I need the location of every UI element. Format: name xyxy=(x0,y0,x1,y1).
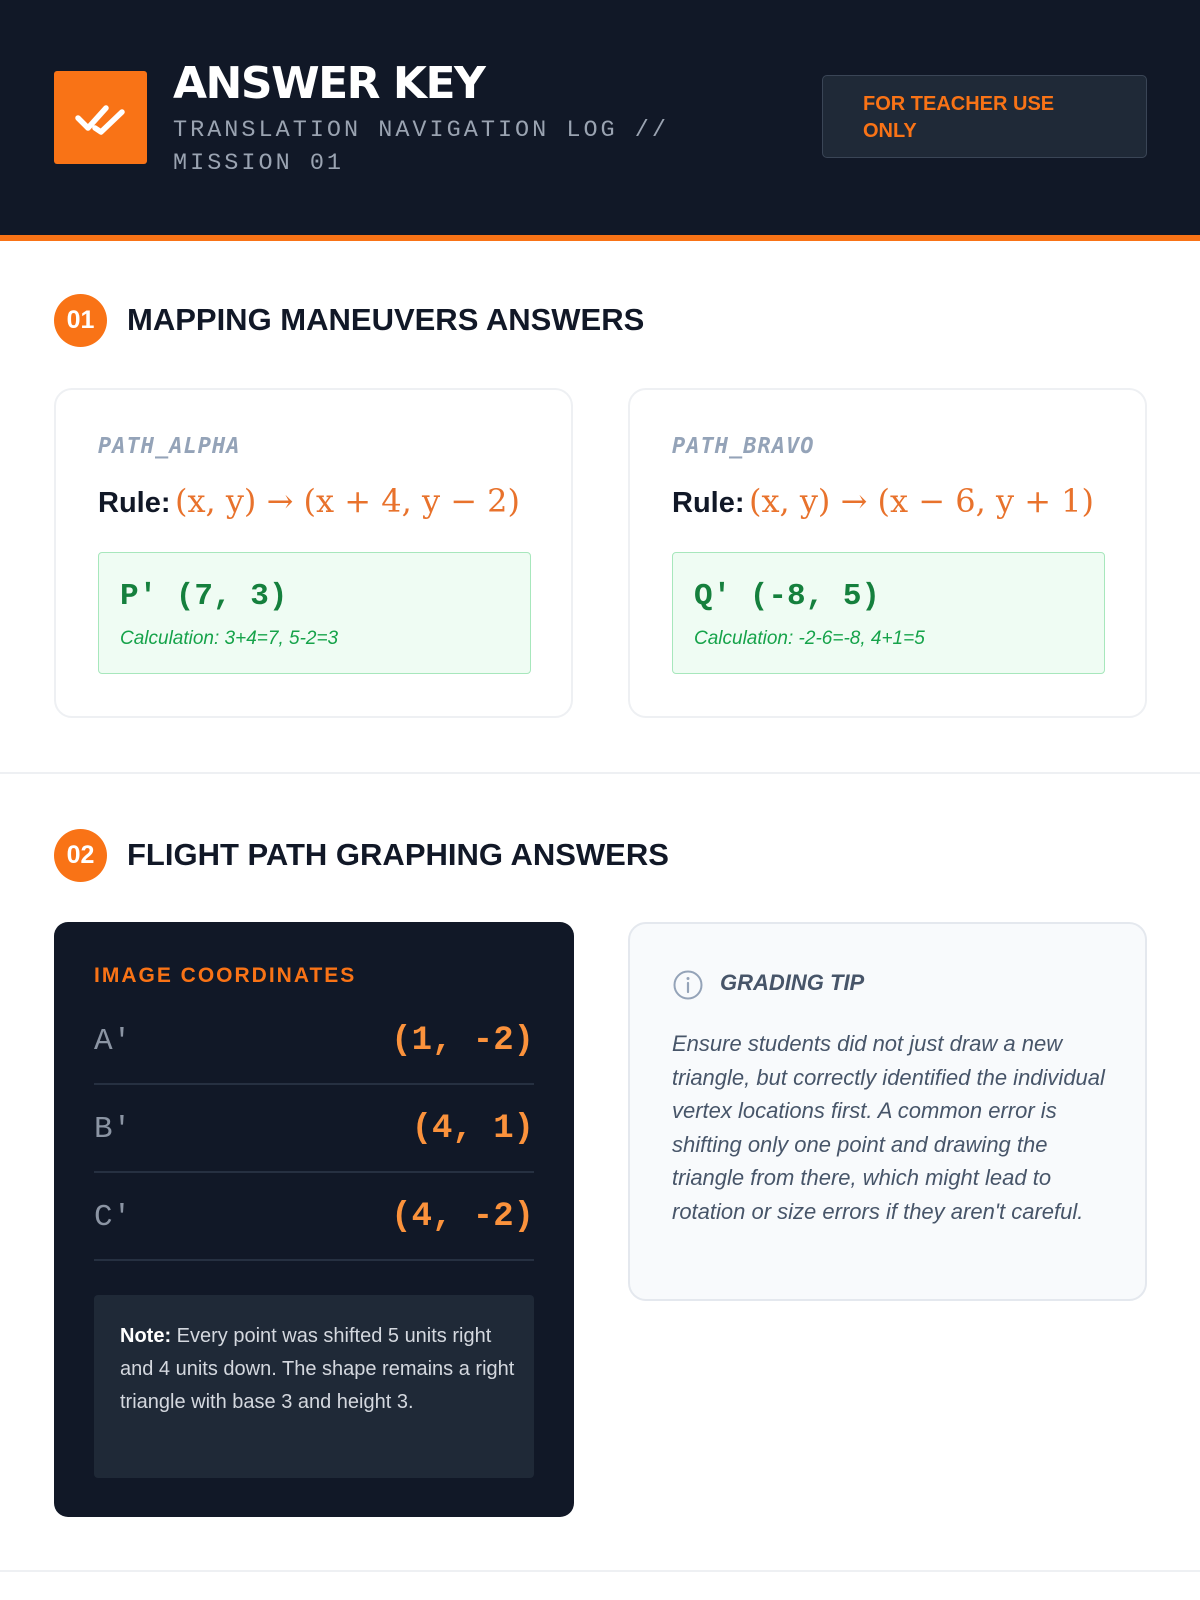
answer-point: P' (7, 3) xyxy=(120,579,288,614)
rule-line xyxy=(672,482,1094,520)
coordinate-row xyxy=(94,1085,534,1173)
note-text xyxy=(120,1320,515,1419)
answer-point: Q' (-8, 5) xyxy=(694,579,881,614)
bottom-divider xyxy=(0,1570,1200,1572)
vertex-name: A' xyxy=(94,1024,132,1059)
teacher-only-label: FOR TEACHER USE ONLY xyxy=(863,93,1055,142)
coordinates-label: IMAGE COORDINATES xyxy=(94,964,357,987)
vertex-name: C' xyxy=(94,1200,132,1235)
note-label: Note: xyxy=(120,1325,172,1347)
section-title-mapping: MAPPING MANEUVERS ANSWERS xyxy=(127,302,645,337)
vertex-value: (4, -2) xyxy=(391,1198,534,1236)
path-label: PATH_ALPHA xyxy=(98,434,241,459)
answer-calculation: Calculation: -2-6=-8, 4+1=5 xyxy=(694,628,925,649)
coordinate-row xyxy=(94,1173,534,1261)
page-subtitle: TRANSLATION NAVIGATION LOG // MISSION 01 xyxy=(173,117,669,177)
rule-label: Rule: xyxy=(672,487,745,519)
coordinate-row xyxy=(94,997,534,1085)
page-title: ANSWER KEY xyxy=(173,58,485,109)
vertex-value: (4, 1) xyxy=(411,1110,534,1148)
rule-expression: (x, y) → (x − 6, y + 1) xyxy=(748,482,1095,520)
rule-expression: (x, y) → (x + 4, y − 2) xyxy=(174,482,521,520)
info-icon xyxy=(672,969,704,1001)
path-bravo-card xyxy=(628,388,1147,718)
path-alpha-card xyxy=(54,388,573,718)
vertex-value: (1, -2) xyxy=(391,1022,534,1060)
image-coordinates-panel xyxy=(54,922,574,1517)
answer-calculation: Calculation: 3+4=7, 5-2=3 xyxy=(120,628,339,649)
section-number-01: 01 xyxy=(54,294,107,347)
section-number-02: 02 xyxy=(54,829,107,882)
answer-box xyxy=(672,552,1105,674)
logo xyxy=(54,71,147,164)
teacher-only-badge xyxy=(822,75,1147,158)
rule-label: Rule: xyxy=(98,487,171,519)
section-divider xyxy=(0,772,1200,774)
header-accent-rule xyxy=(0,235,1200,241)
note-body: Every point was shifted 5 units right and 4 units down. The shape remains a right triangle with base 3 and height 3. xyxy=(120,1325,515,1413)
vertex-name: B' xyxy=(94,1112,132,1147)
rule-line xyxy=(98,482,520,520)
grading-tip-text: Ensure students did not just draw a new triangle, but correctly identified the individual vertex locations first. A common error is shifting only one point and drawing the triangle from there, which might lead to rotation or size errors if they aren't careful. xyxy=(672,1031,1105,1224)
grading-tip-title: GRADING TIP xyxy=(720,970,865,995)
double-check-icon xyxy=(54,71,147,164)
note-box xyxy=(94,1295,534,1478)
section-title-graphing: FLIGHT PATH GRAPHING ANSWERS xyxy=(127,837,669,872)
answer-box xyxy=(98,552,531,674)
path-label: PATH_BRAVO xyxy=(672,434,815,459)
page-header xyxy=(0,0,1200,235)
grading-tip-card xyxy=(628,922,1147,1301)
